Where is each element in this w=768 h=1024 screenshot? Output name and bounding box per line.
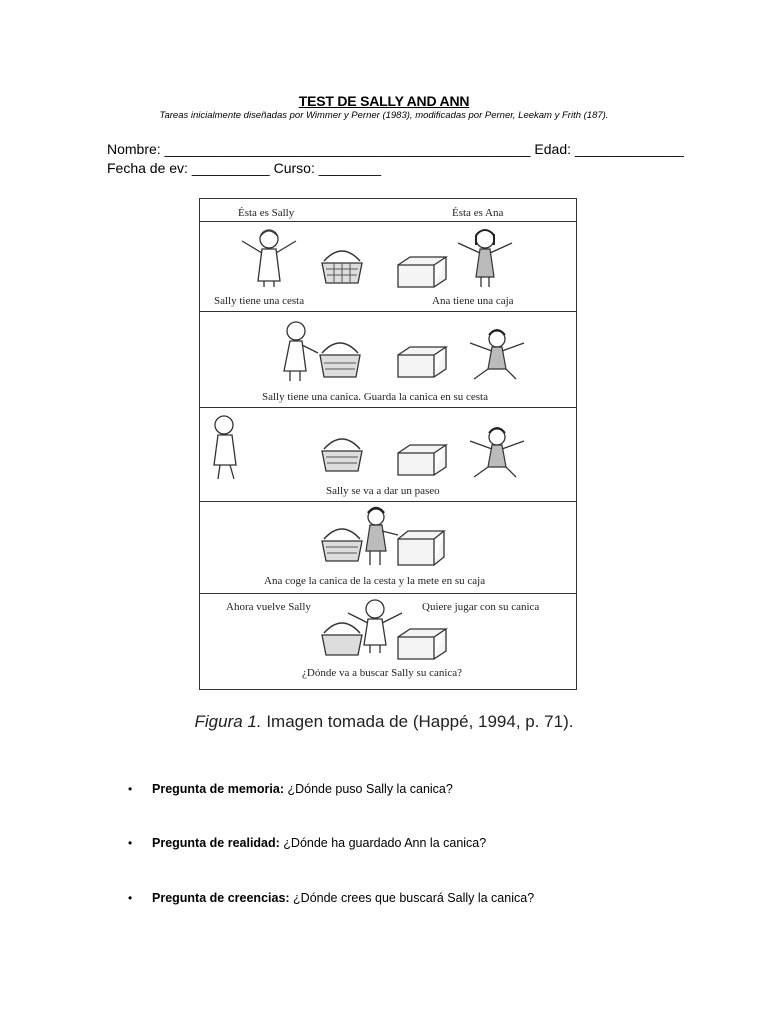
figure-caption-label: Figura 1. <box>194 712 262 731</box>
nombre-label: Nombre: <box>107 141 161 157</box>
curso-field[interactable]: ________ <box>318 160 382 176</box>
basket-icon <box>318 247 366 287</box>
edad-field[interactable]: ______________ <box>574 141 684 157</box>
nombre-field[interactable]: _______________________________________________ <box>164 141 531 157</box>
box-icon <box>396 345 450 379</box>
question-text: ¿Dónde crees que buscará Sally la canica? <box>289 891 535 905</box>
panel4-caption: Ana coge la canica de la cesta y la mete en su caja <box>264 575 486 587</box>
sally-walking-icon <box>206 413 246 483</box>
fecha-field[interactable]: __________ <box>191 160 270 176</box>
ana-figure-icon <box>462 425 532 483</box>
page-title: TEST DE SALLY AND ANN <box>298 93 470 109</box>
panel-rule <box>200 221 576 222</box>
question-label: Pregunta de memoria: <box>152 782 284 796</box>
question-text: ¿Dónde puso Sally la canica? <box>283 782 453 796</box>
panel3-caption: Sally se va a dar un paseo <box>326 485 440 497</box>
figure-caption-text: Imagen tomada de (Happé, 1994, p. 71). <box>261 712 574 731</box>
panel5-right-label: Quiere jugar con su canica <box>422 601 540 613</box>
basket-icon <box>318 435 366 475</box>
sally-putting-marble-icon <box>276 319 366 385</box>
bullet-icon: • <box>128 836 133 850</box>
panel5-caption: ¿Dónde va a buscar Sally su canica? <box>302 667 463 679</box>
panel1-left-caption: Sally tiene una cesta <box>214 295 305 307</box>
ana-moving-marble-icon <box>358 505 458 571</box>
curso-label: Curso: <box>273 160 315 176</box>
panel5-left-label: Ahora vuelve Sally <box>226 601 311 613</box>
box-icon <box>396 255 450 289</box>
ana-figure-icon <box>462 327 532 385</box>
panel-rule <box>200 593 576 594</box>
panel2-caption: Sally tiene una canica. Guarda la canica en su cesta <box>262 391 488 403</box>
panel1-right-caption: Ana tiene una caja <box>432 295 514 307</box>
panel1-sally-label: Ésta es Sally <box>238 207 295 219</box>
panel-rule <box>200 501 576 502</box>
panel-rule <box>200 311 576 312</box>
box-icon <box>396 627 450 661</box>
question-label: Pregunta de creencias: <box>152 891 290 905</box>
sally-figure-icon <box>234 225 304 289</box>
bullet-icon: • <box>128 891 133 905</box>
fecha-label: Fecha de ev: <box>107 160 188 176</box>
form-line-nombre <box>107 141 684 157</box>
edad-label: Edad: <box>534 141 572 157</box>
question-label: Pregunta de realidad: <box>152 836 280 850</box>
panel-rule <box>200 407 576 408</box>
question-text: ¿Dónde ha guardado Ann la canica? <box>279 836 487 850</box>
ana-figure-icon <box>450 225 520 289</box>
sally-anne-figure <box>199 198 577 690</box>
basket-icon <box>318 619 366 659</box>
bullet-icon: • <box>128 782 133 796</box>
box-icon <box>396 443 450 477</box>
page-subtitle: Tareas inicialmente diseñadas por Wimmer y Perner (1983), modificadas por Perner, Leekam y Frith (187). <box>159 110 609 121</box>
form-line-fecha <box>107 160 381 176</box>
panel1-ana-label: Ésta es Ana <box>452 207 504 219</box>
figure-caption <box>0 712 768 732</box>
